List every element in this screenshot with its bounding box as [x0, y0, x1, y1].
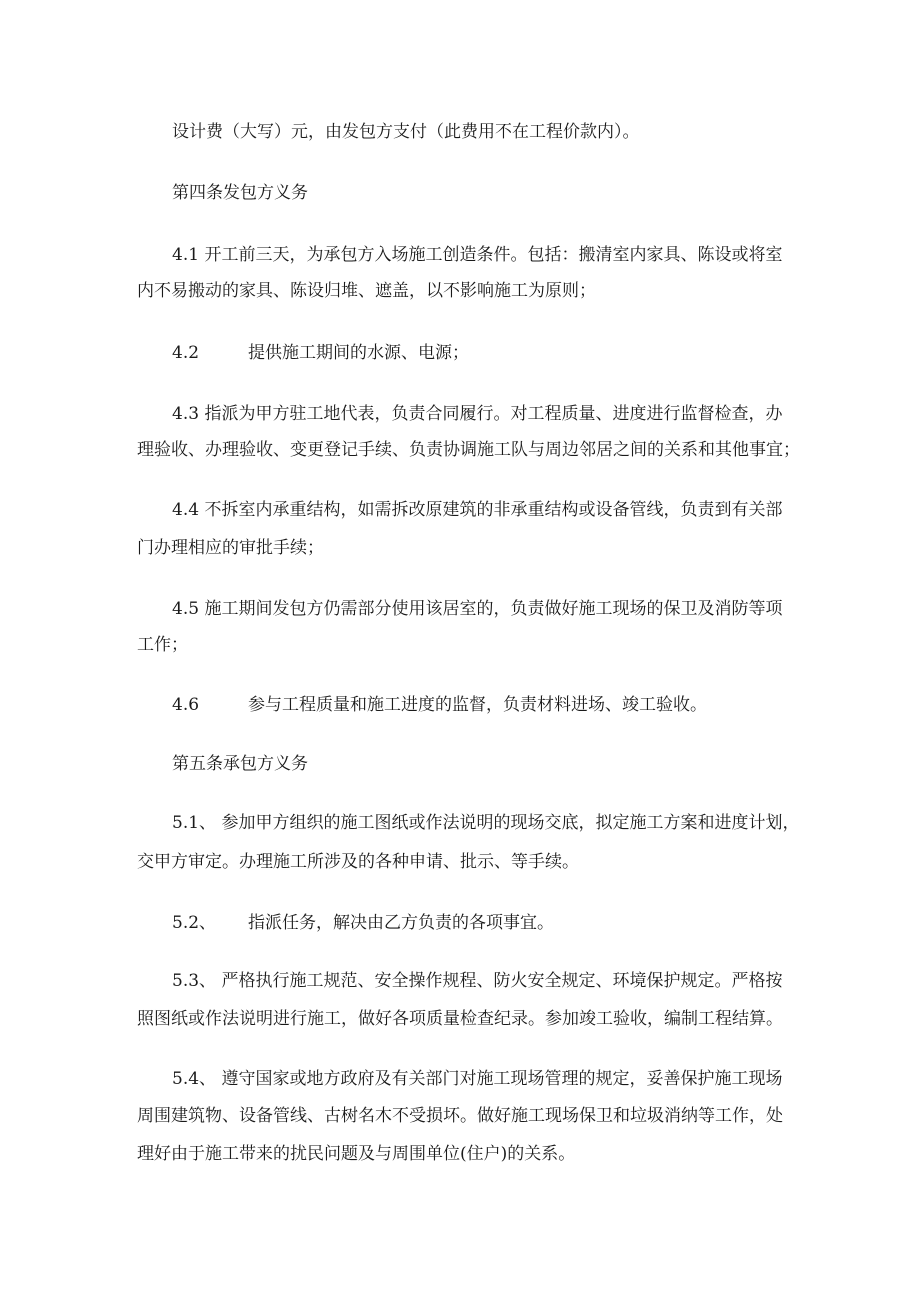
- clause-4-3-line-1: 4.3 指派为甲方驻工地代表，负责合同履行。对工程质量、进度进行监督检查，办: [172, 404, 783, 424]
- paragraph-design-fee: 设计费（大写）元，由发包方支付（此费用不在工程价款内）。: [172, 122, 640, 142]
- clause-4-1-line-1: 4.1 开工前三天，为承包方入场施工创造条件。包括：搬清室内家具、陈设或将室: [172, 245, 783, 265]
- clause-number: 4.6: [172, 695, 200, 715]
- section-heading-4: 第四条发包方义务: [172, 183, 308, 203]
- clause-5-4-line-3: 理好由于施工带来的扰民问题及与周围单位(住户)的关系。: [137, 1144, 576, 1164]
- clause-5-1-line-2: 交甲方审定。办理施工所涉及的各种申请、批示、等手续。: [137, 852, 579, 872]
- clause-4-3-line-2: 理验收、办理验收、变更登记手续、负责协调施工队与周边邻居之间的关系和其他事宜；: [137, 440, 800, 460]
- clause-5-2: [172, 906, 554, 940]
- section-heading-5: 第五条承包方义务: [172, 754, 308, 774]
- clause-5-1-line-1: 5.1、 参加甲方组织的施工图纸或作法说明的现场交底，拟定施工方案和进度计划，: [172, 813, 800, 833]
- clause-4-1-line-2: 内不易搬动的家具、陈设归堆、遮盖，以不影响施工为原则；: [137, 281, 596, 301]
- clause-4-5-line-2: 工作；: [137, 635, 188, 655]
- clause-number: 5.2、: [172, 913, 217, 933]
- clause-4-5-line-1: 4.5 施工期间发包方仍需部分使用该居室的，负责做好施工现场的保卫及消防等项: [172, 599, 783, 619]
- clause-5-4-line-1: 5.4、 遵守国家或地方政府及有关部门对施工现场管理的规定，妥善保护施工现场: [172, 1069, 783, 1089]
- clause-text: 提供施工期间的水源、电源；: [248, 343, 469, 363]
- clause-4-6: [172, 688, 707, 722]
- clause-4-4-line-2: 门办理相应的审批手续；: [137, 538, 324, 558]
- clause-text: 指派任务，解决由乙方负责的各项事宜。: [248, 913, 554, 933]
- clause-4-2: [172, 336, 469, 370]
- clause-number: 4.2: [172, 343, 200, 363]
- clause-text: 参与工程质量和施工进度的监督，负责材料进场、竣工验收。: [248, 695, 707, 715]
- clause-5-3-line-1: 5.3、 严格执行施工规范、安全操作规程、防火安全规定、环境保护规定。严格按: [172, 971, 783, 991]
- clause-5-3-line-2: 照图纸或作法说明进行施工，做好各项质量检查纪录。参加竣工验收，编制工程结算。: [137, 1009, 783, 1029]
- clause-5-4-line-2: 周围建筑物、设备管线、古树名木不受损坏。做好施工现场保卫和垃圾消纳等工作，处: [137, 1106, 783, 1126]
- clause-4-4-line-1: 4.4 不拆室内承重结构，如需拆改原建筑的非承重结构或设备管线，负责到有关部: [172, 500, 783, 520]
